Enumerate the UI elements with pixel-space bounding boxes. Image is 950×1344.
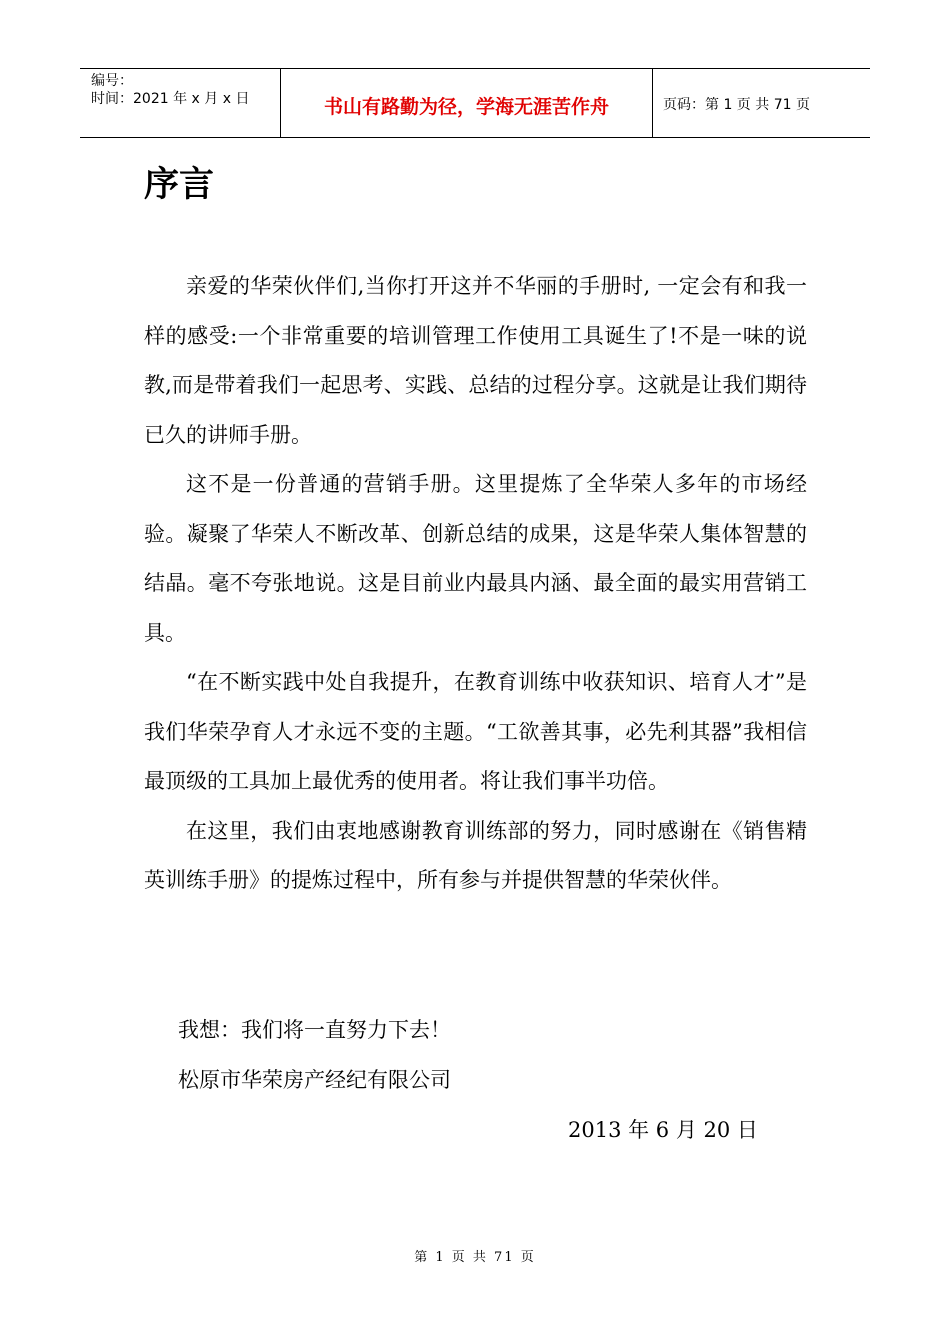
signature-date: 2013 年 6 月 20 日 bbox=[568, 1118, 758, 1142]
document-number-label: 编号： bbox=[91, 73, 133, 89]
paragraph-2: 这不是一份普通的营销手册。这里提炼了全华荣人多年的市场经验。凝聚了华荣人不断改革、创新总结的成果，这是华荣人集体智慧的结晶。毫不夸张地说。这是目前业内最具内涵、最全面的最实用营销工具。 bbox=[144, 472, 807, 645]
paragraph-3: “在不断实践中处自我提升，在教育训练中收获知识、培育人才”是我们华荣孕育人才永远不变的主题。“工欲善其事，必先利其器”我相信最顶级的工具加上最优秀的使用者。将让我们事半功倍。 bbox=[144, 670, 807, 793]
paragraph-1: 亲爱的华荣伙伴们,当你打开这并不华丽的手册时, 一定会有和我一样的感受:一个非常重要的培训管理工作使用工具诞生了!不是一味的说教,而是带着我们一起思考、实践、总结的过程分享。这就是让我们期待已久的讲师手册。 bbox=[144, 274, 807, 447]
header-page-info: 页码：第 1 页 共 71 页 bbox=[663, 97, 810, 113]
header-meta-cell bbox=[80, 69, 281, 137]
company-name: 松原市华荣房产经纪有限公司 bbox=[178, 1068, 451, 1092]
header-motto: 书山有路勤为径，学海无涯苦作舟 bbox=[281, 69, 653, 137]
page-footer: 第 1 页 共 71 页 bbox=[414, 1250, 536, 1265]
document-date-label: 时间：2021 年 x 月 x 日 bbox=[91, 91, 250, 107]
closing-line: 我想：我们将一直努力下去！ bbox=[178, 1018, 451, 1042]
paragraph-4: 在这里，我们由衷地感谢教育训练部的努力，同时感谢在《销售精英训练手册》的提炼过程中，所有参与并提供智慧的华荣伙伴。 bbox=[144, 818, 807, 892]
preface-body bbox=[144, 262, 807, 906]
document-header bbox=[80, 68, 870, 138]
page-title: 序言 bbox=[144, 165, 215, 205]
